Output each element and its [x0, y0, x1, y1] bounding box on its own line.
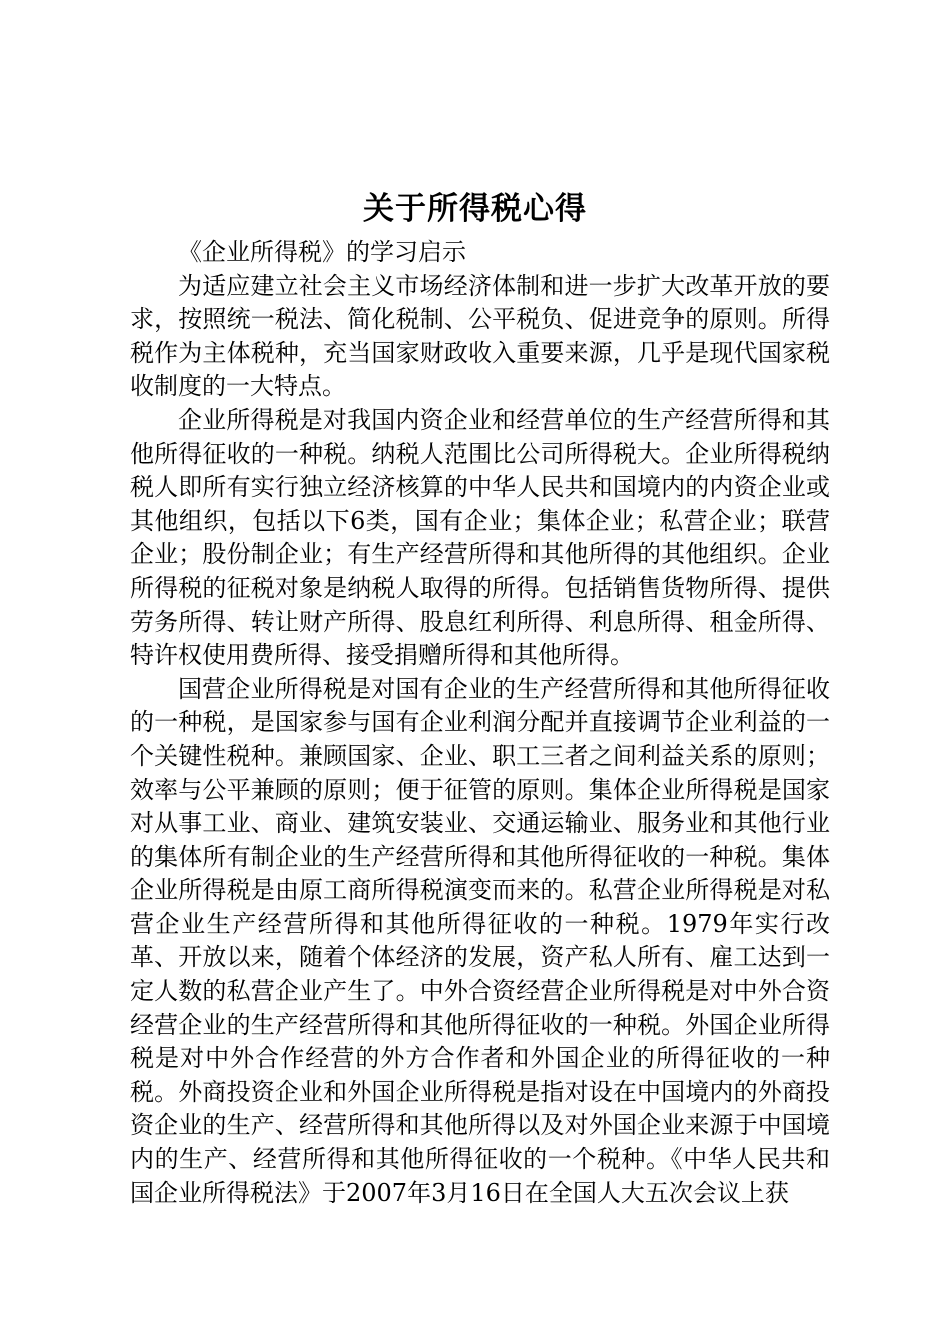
paragraph: 国营企业所得税是对国有企业的生产经营所得和其他所得征收的一种税，是国家参与国有企业利润分配并直接调节企业利益的一个关键性税种。兼顾国家、企业、职工三者之间利益关系的原则；效率与公平兼顾的原则；便于征管的原则。集体企业所得税是国家对从事工业、商业、建筑安装业、交通运输业、服务业和其他行业的集体所有制企业的生产经营所得和其他所得征收的一种税。集体企业所得税是由原工商所得税演变而来的。私营企业所得税是对私营企业生产经营所得和其他所得征收的一种税。1979年实行改革、开放以来，随着个体经济的发展，资产私人所有、雇工达到一定人数的私营企业产生了。中外合资经营企业所得税是对中外合资经营企业的生产经营所得和其他所得征收的一种税。外国企业所得税是对中外合作经营的外方合作者和外国企业的所得征收的一种税。外商投资企业和外国企业所得税是指对设在中国境内的外商投资企业的生产、经营所得和其他所得以及对外国企业来源于中国境内的生产、经营所得和其他所得征收的一个税种。《中华人民共和国企业所得税法》于2007年3月16日在全国人大五次会议上获	[130, 674, 830, 1207]
paragraph: 为适应建立社会主义市场经济体制和进一步扩大改革开放的要求，按照统一税法、简化税制、公平税负、促进竞争的原则。所得税作为主体税种，充当国家财政收入重要来源，几乎是现代国家税收制度的一大特点。	[130, 271, 830, 401]
document-title: 关于所得税心得	[363, 191, 587, 227]
document-body	[130, 236, 830, 1210]
paragraph-subtitle: 《企业所得税》的学习启示	[178, 238, 466, 266]
paragraph: 企业所得税是对我国内资企业和经营单位的生产经营所得和其他所得征收的一种税。纳税人范围比公司所得税大。企业所得税纳税人即所有实行独立经济核算的中华人民共和国境内的内资企业或其他组织，包括以下6类，国有企业；集体企业；私营企业；联营企业；股份制企业；有生产经营所得和其他所得的其他组织。企业所得税的征税对象是纳税人取得的所得。包括销售货物所得、提供劳务所得、转让财产所得、股息红利所得、利息所得、租金所得、特许权使用费所得、接受捐赠所得和其他所得。	[130, 405, 830, 670]
